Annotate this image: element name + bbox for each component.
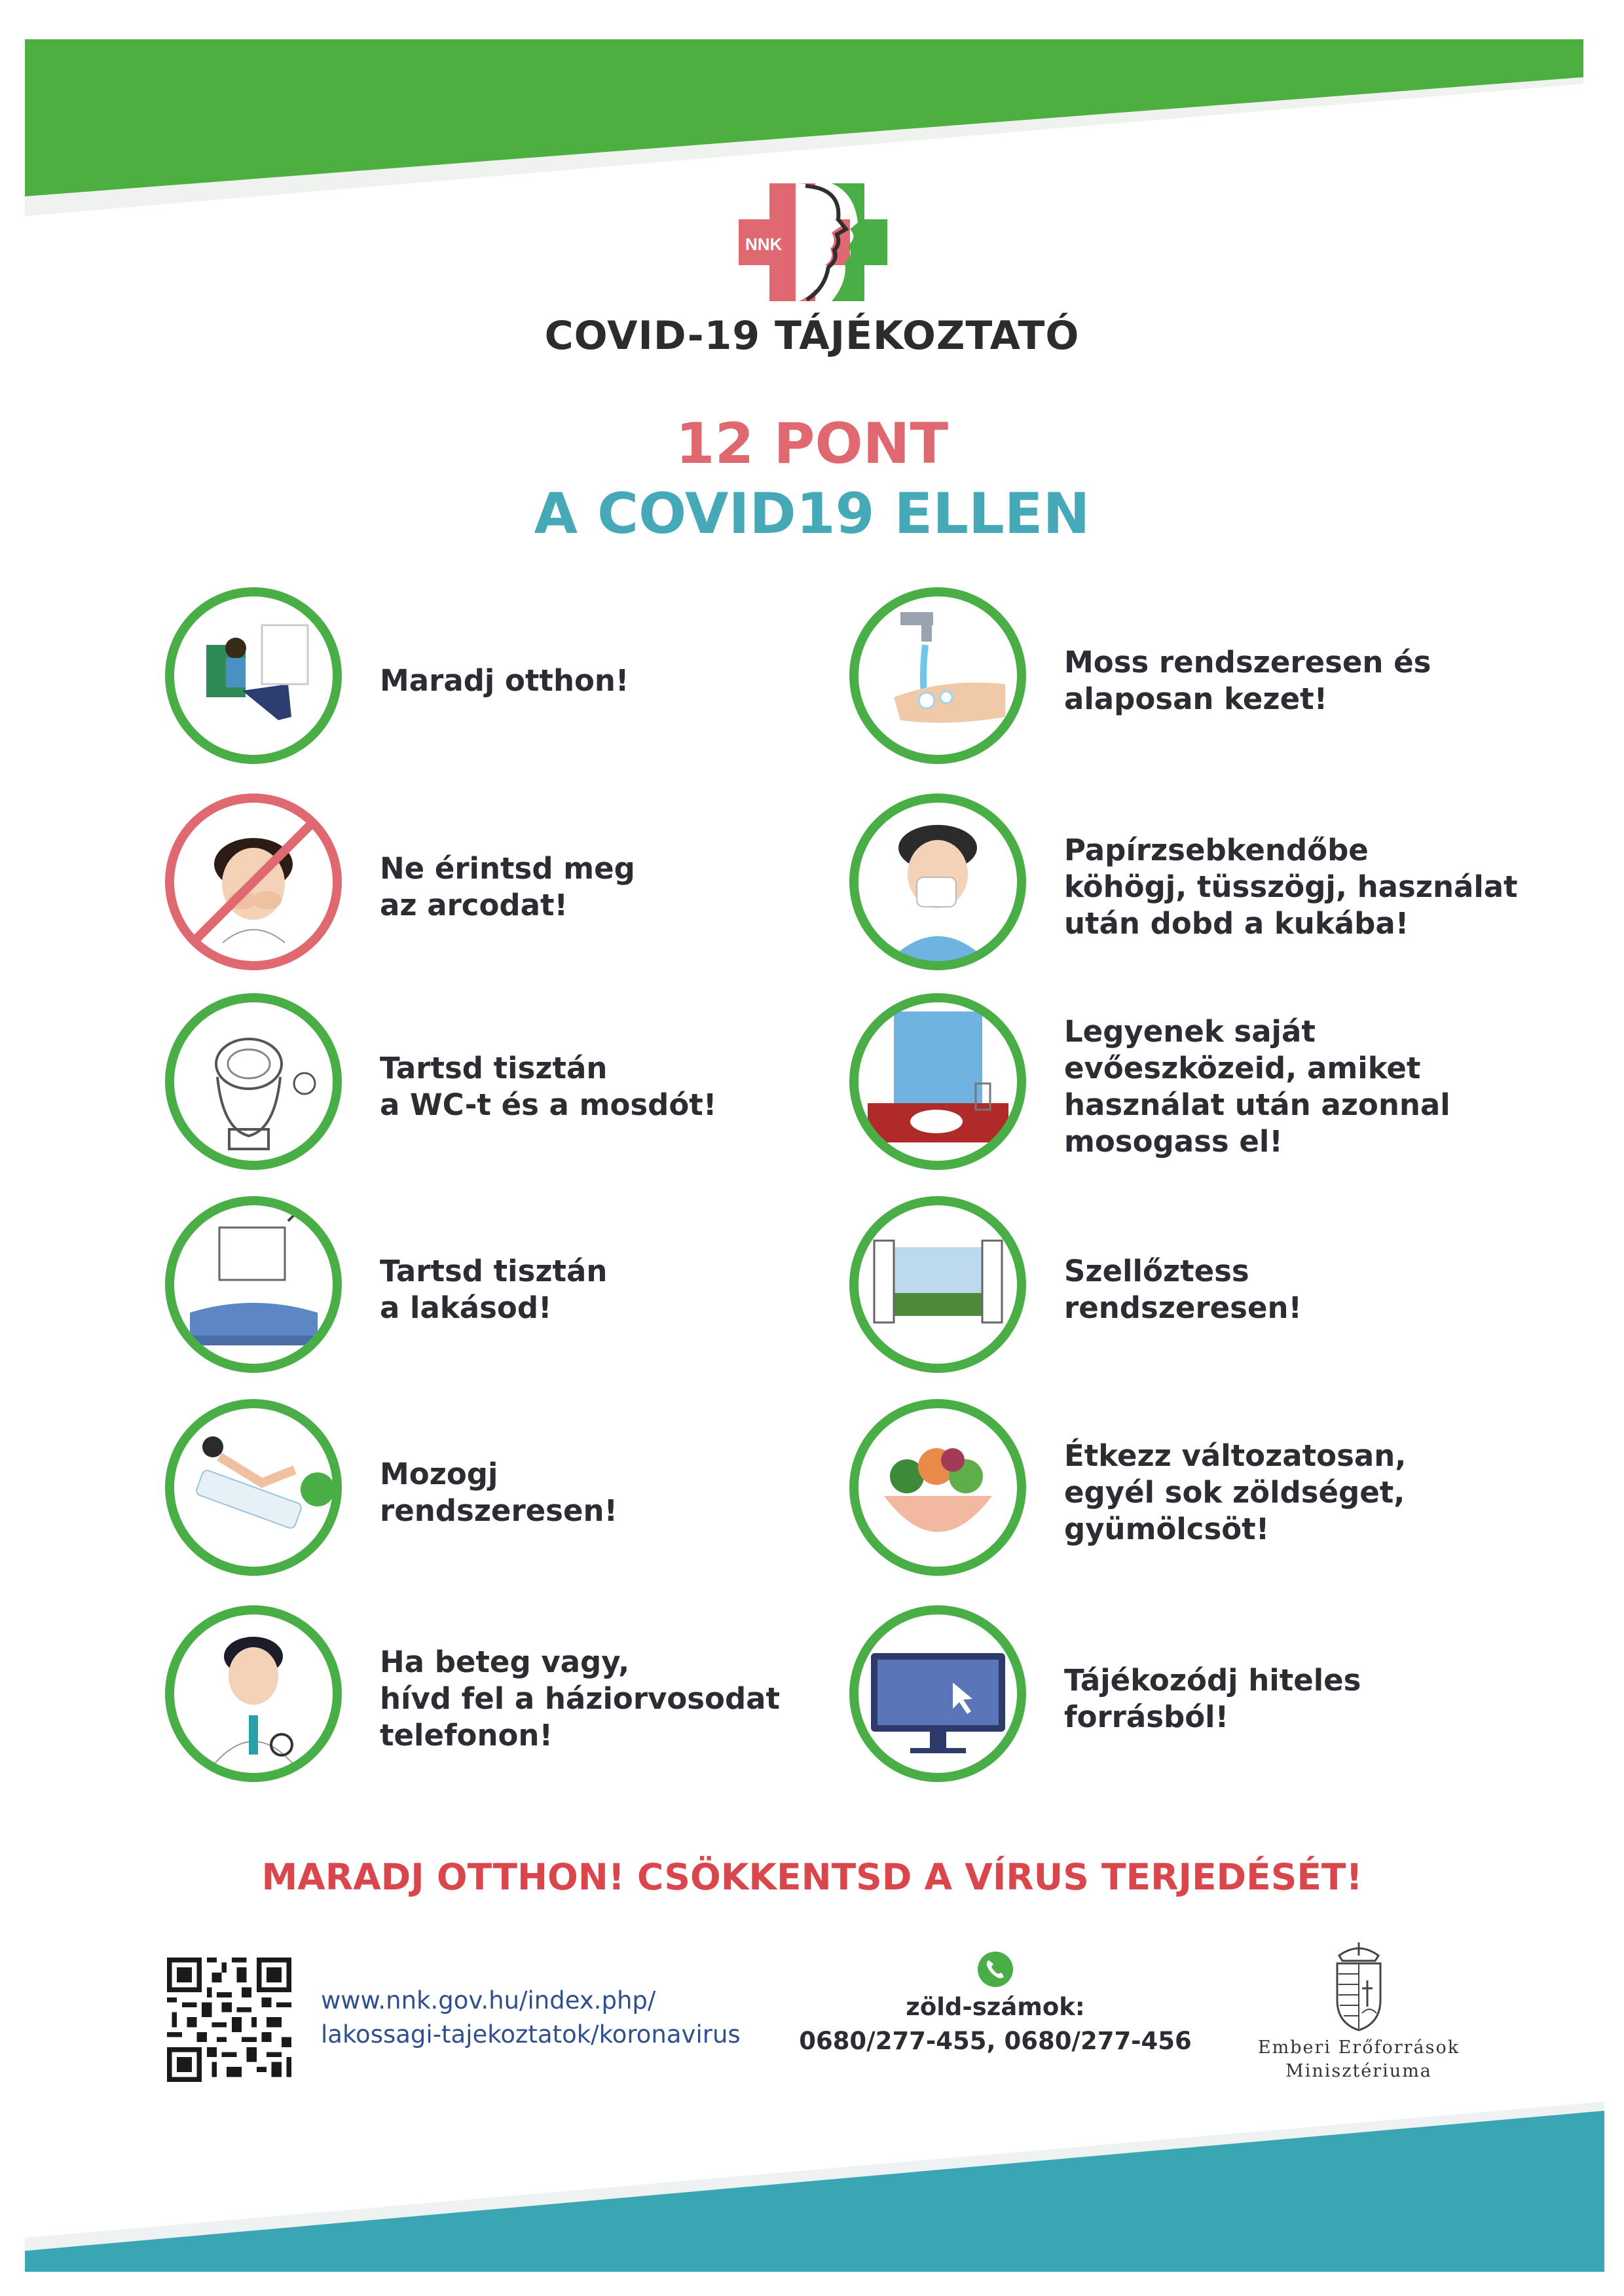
point-label (380, 663, 851, 699)
point-label-line: használat után azonnal (1064, 1087, 1450, 1122)
point-item (848, 586, 1568, 776)
clean-home-icon (164, 1195, 343, 1374)
point-item (164, 1398, 884, 1588)
point-label-line: Ha beteg vagy, (380, 1645, 630, 1679)
url-line-1: www.nnk.gov.hu/index.php/ (321, 1986, 656, 2014)
point-item (164, 1195, 884, 1385)
point-label-line: Szellőztess (1064, 1254, 1249, 1288)
qr-code (167, 1958, 291, 2082)
doctor-icon (164, 1604, 343, 1783)
point-label (380, 1253, 851, 1326)
exercise-icon (164, 1398, 343, 1577)
ministry-name (1211, 2036, 1506, 2083)
point-label (380, 1644, 851, 1754)
point-item (848, 1398, 1568, 1588)
point-label-line: Legyenek saját (1064, 1014, 1316, 1049)
point-label-line: Étkezz változatosan, (1064, 1438, 1407, 1473)
headline-line-2: A COVID19 ELLEN (534, 481, 1090, 547)
hand-washing-icon (848, 586, 1027, 765)
point-label (1064, 644, 1536, 718)
ministry-line-1: Emberi Erőforrások (1257, 2037, 1460, 2058)
point-label-line: rendszeresen! (1064, 1290, 1302, 1325)
point-label (380, 1050, 851, 1123)
point-label-line: Tájékozódj hiteles (1064, 1663, 1361, 1698)
point-label-line: forrásból! (1064, 1700, 1229, 1734)
point-label-line: evőeszközeid, amiket (1064, 1051, 1421, 1085)
point-label (1064, 1438, 1536, 1548)
document-title: COVID-19 TÁJÉKOZTATÓ (544, 313, 1080, 359)
point-label-line: Moss rendszeresen és (1064, 645, 1431, 680)
nnk-logo (733, 177, 891, 308)
bottom-teal-band (0, 2082, 1624, 2278)
point-label (1064, 1662, 1536, 1736)
point-item (164, 1604, 884, 1794)
headline-line-1: 12 PONT (675, 411, 949, 477)
point-label-line: Ne érintsd meg (380, 851, 635, 886)
point-label-line: Tartsd tisztán (380, 1254, 608, 1288)
computer-monitor-icon (848, 1604, 1027, 1783)
own-cutlery-icon (848, 992, 1027, 1171)
point-label-line: köhögj, tüsszögj, használat (1064, 869, 1518, 904)
vegetable-bowl-icon (848, 1398, 1027, 1577)
point-label (1064, 1253, 1536, 1326)
point-item (164, 992, 884, 1182)
point-label-line: a lakásod! (380, 1290, 552, 1325)
point-label-line: Papírzsebkendőbe (1064, 833, 1369, 867)
point-label (1064, 832, 1536, 942)
point-item (848, 1604, 1568, 1794)
tissue-sneeze-icon (848, 792, 1027, 972)
point-label-line: Tartsd tisztán (380, 1051, 608, 1085)
ministry-line-2: Minisztériuma (1285, 2061, 1432, 2081)
point-item (164, 586, 884, 776)
open-window-icon (848, 1195, 1027, 1374)
point-label-line: után dobd a kukába! (1064, 906, 1409, 941)
url-line-2: lakossagi-tajekoztatok/koronavirus (321, 2020, 741, 2049)
point-item (848, 1195, 1568, 1385)
point-label-line: alaposan kezet! (1064, 682, 1328, 716)
point-label-line: rendszeresen! (380, 1493, 618, 1528)
point-label-line: telefonon! (380, 1718, 553, 1753)
point-label (380, 1456, 851, 1529)
point-label-line: egyél sok zöldséget, (1064, 1475, 1405, 1510)
point-label-line: mosogass el! (1064, 1124, 1283, 1159)
green-numbers (779, 1990, 1211, 2058)
no-face-touch-icon (164, 792, 343, 972)
point-label (1064, 1013, 1536, 1160)
phone-numbers: 0680/277-455, 0680/277-456 (799, 2027, 1192, 2055)
point-label-line: gyümölcsöt! (1064, 1512, 1270, 1546)
slogan: MARADJ OTTHON! CSÖKKENTSD A VÍRUS TERJEDÉSÉT! (261, 1856, 1363, 1898)
toilet-icon (164, 992, 343, 1171)
point-label-line: Maradj otthon! (380, 663, 629, 698)
point-label (380, 850, 851, 924)
point-label-line: az arcodat! (380, 888, 568, 922)
phone-label: zöld-számok: (906, 1993, 1085, 2021)
point-item (164, 792, 884, 982)
sitting-home-icon (164, 586, 343, 765)
point-label-line: hívd fel a háziorvosodat (380, 1681, 781, 1716)
logo-text: NNK (745, 234, 783, 254)
point-label-line: Mozogj (380, 1457, 498, 1491)
website-link[interactable] (321, 1984, 779, 2052)
point-label-line: a WC-t és a mosdót! (380, 1087, 717, 1122)
phone-icon (977, 1951, 1014, 1988)
point-item (848, 992, 1568, 1182)
point-item (848, 792, 1568, 982)
coat-of-arms-icon (1329, 1941, 1388, 2033)
